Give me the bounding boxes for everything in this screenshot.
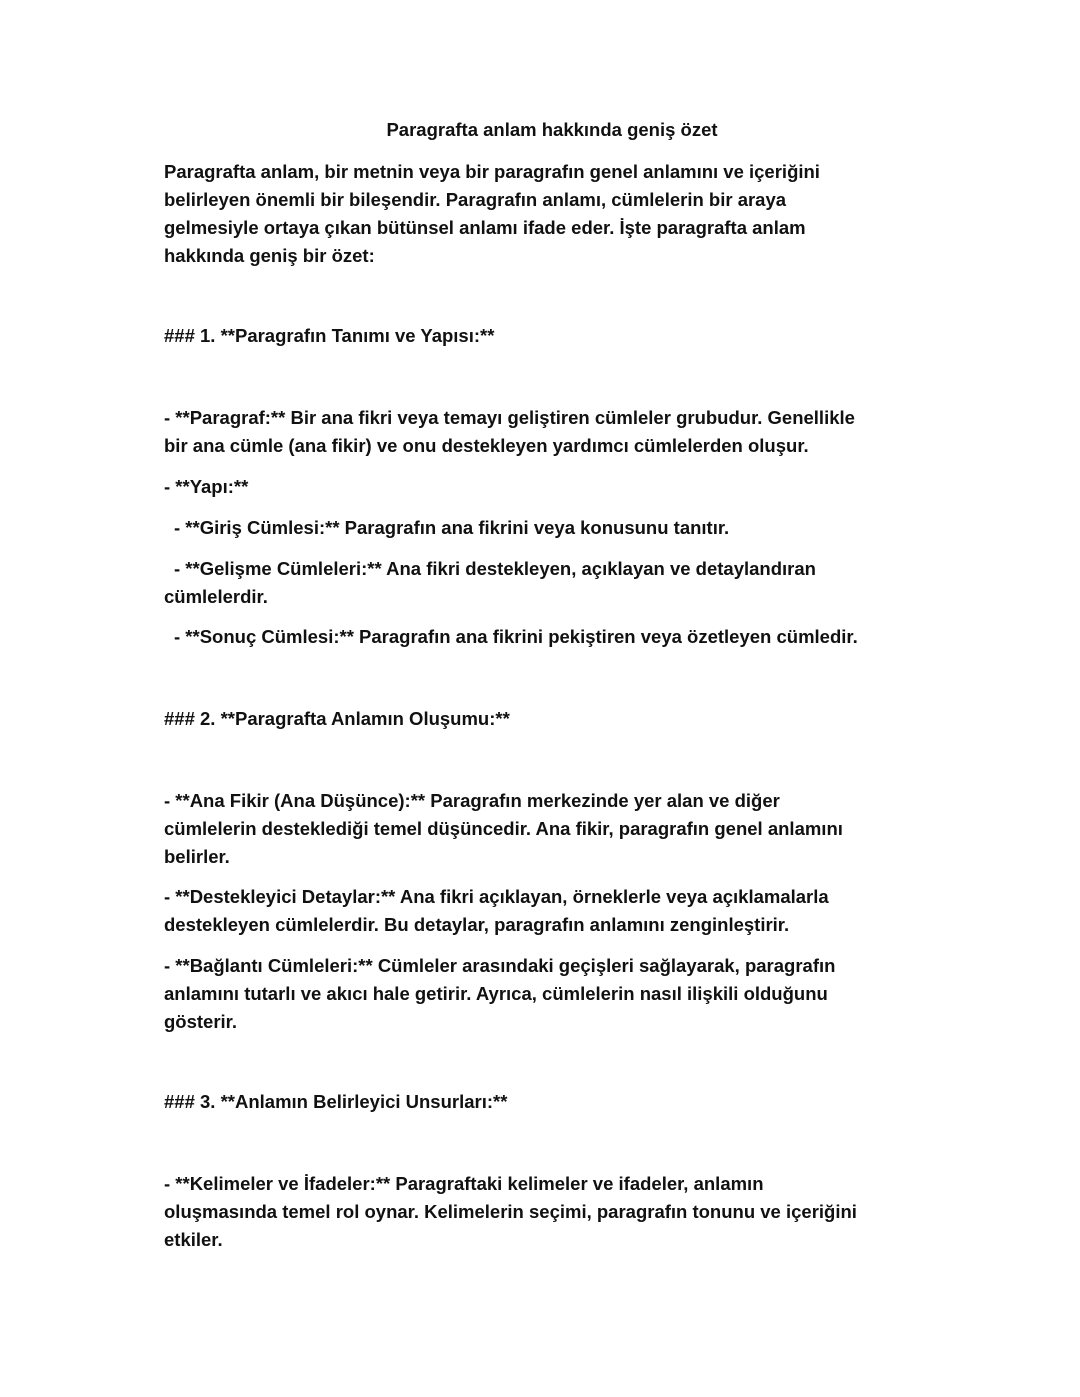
giris-cumlesi-item: - **Giriş Cümlesi:** Paragrafın ana fikrini veya konusunu tanıtır. <box>174 517 730 538</box>
ana-fikir-item: - **Ana Fikir (Ana Düşünce):** Paragrafın merkezinde yer alan ve diğer cümlelerin desteklediği temel düşüncedir. Ana fikir, paragrafın genel anlamını belirler. <box>164 790 843 867</box>
section-2-heading: ### 2. **Paragrafta Anlamın Oluşumu:** <box>164 708 510 729</box>
intro-paragraph <box>164 158 924 270</box>
yapi-item: - **Yapı:** <box>164 476 249 497</box>
sonuc-cumlesi-item: - **Sonuç Cümlesi:** Paragrafın ana fikrini pekiştiren veya özetleyen cümledir. <box>174 626 858 647</box>
section-3-heading: ### 3. **Anlamın Belirleyici Unsurları:** <box>164 1091 508 1112</box>
gelisme-cumleleri-item: - **Gelişme Cümleleri:** Ana fikri destekleyen, açıklayan ve detaylandıran cümlelerdir. <box>164 558 816 607</box>
intro-line: belirleyen önemli bir bileşendir. Paragrafın anlamı, cümlelerin bir araya <box>164 189 787 210</box>
baglanti-cumleleri-item: - **Bağlantı Cümleleri:** Cümleler arasındaki geçişleri sağlayarak, paragrafın anlamını tutarlı ve akıcı hale getirir. Ayrıca, cümlelerin nasıl ilişkili olduğunu gösterir. <box>164 955 836 1032</box>
destekleyici-detaylar-item: - **Destekleyici Detaylar:** Ana fikri açıklayan, örneklerle veya açıklamalarla destekleyen cümlelerdir. Bu detaylar, paragrafın anlamını zenginleştirir. <box>164 886 829 935</box>
kelimeler-ifadeler-item: - **Kelimeler ve İfadeler:** Paragraftaki kelimeler ve ifadeler, anlamın oluşmasında temel rol oynar. Kelimelerin seçimi, paragrafın tonunu ve içeriğini etkiler. <box>164 1173 857 1250</box>
intro-line: Paragrafta anlam, bir metnin veya bir paragrafın genel anlamını ve içeriğini <box>164 161 820 182</box>
intro-line: gelmesiyle ortaya çıkan bütünsel anlamı ifade eder. İşte paragrafta anlam <box>164 217 806 238</box>
paragraf-definition: - **Paragraf:** Bir ana fikri veya temayı geliştiren cümleler grubudur. Genellikle bir ana cümle (ana fikir) ve onu destekleyen yardımcı cümlelerden oluşur. <box>164 407 855 456</box>
document-title: Paragrafta anlam hakkında geniş özet <box>386 119 718 140</box>
section-1-heading: ### 1. **Paragrafın Tanımı ve Yapısı:** <box>164 325 495 346</box>
intro-line: hakkında geniş bir özet: <box>164 245 375 266</box>
